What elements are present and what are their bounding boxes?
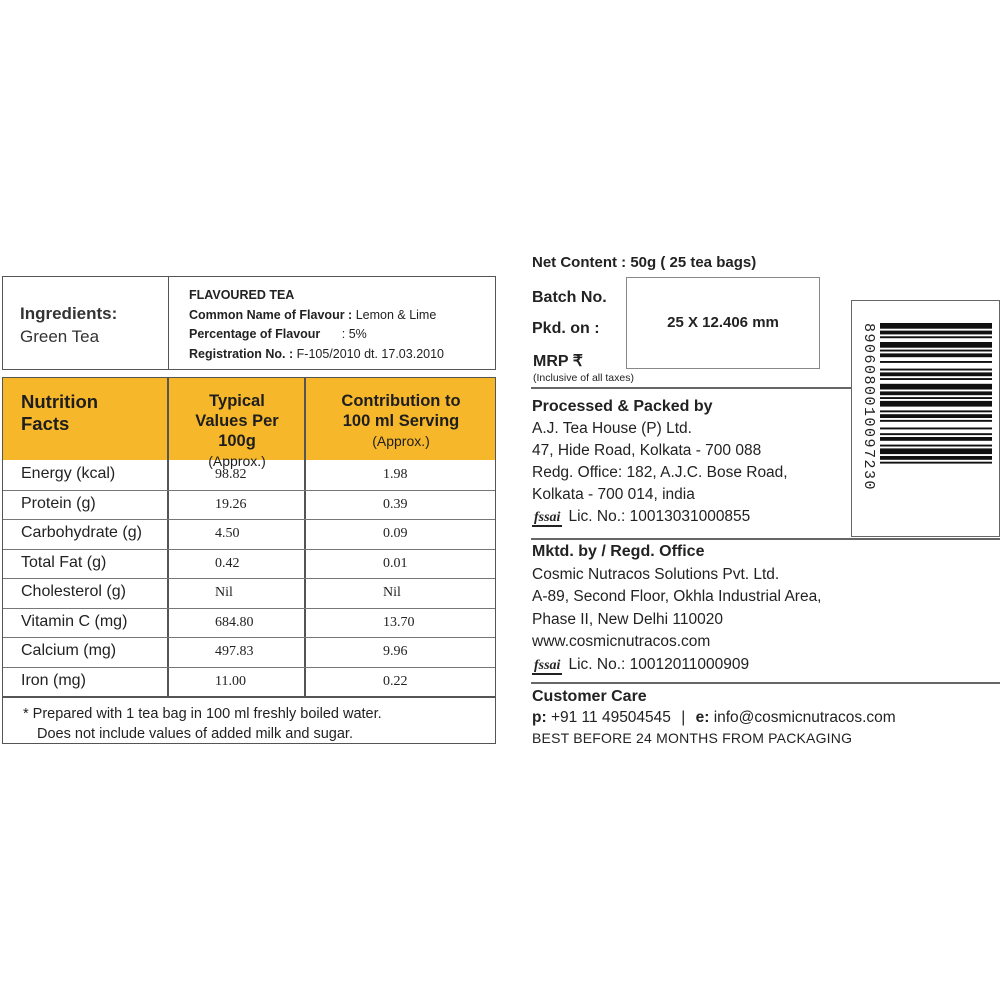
footnote	[23, 704, 382, 744]
processor-line: Kolkata - 700 014, india	[532, 486, 695, 503]
marketer-section	[532, 541, 822, 677]
nutrient-per-serving: 0.39	[383, 496, 408, 512]
mrp-label: MRP ₹	[533, 353, 583, 370]
footnote-line-1: * Prepared with 1 tea bag in 100 ml freshly boiled water.	[23, 706, 382, 722]
phone-label: p:	[532, 709, 547, 726]
row-divider	[3, 696, 495, 698]
nutrient-per-serving: 13.70	[383, 614, 415, 630]
nutrient-per-100g: 0.42	[215, 555, 240, 571]
processor-title: Processed & Packed by	[532, 398, 713, 415]
processor-line: Redg. Office: 182, A.J.C. Bose Road,	[532, 464, 788, 481]
nutrient-per-serving: 1.98	[383, 467, 408, 482]
marketer-title: Mktd. by / Regd. Office	[532, 543, 705, 560]
marketer-license-number: Lic. No.: 10012011000909	[568, 655, 750, 673]
nutrient-name: Cholesterol (g)	[21, 583, 126, 600]
flavour-pct: : 5%	[341, 327, 367, 341]
packed-on-label: Pkd. on :	[532, 320, 600, 337]
nutrient-name: Calcium (mg)	[21, 642, 117, 659]
nutrient-per-100g: 497.83	[215, 644, 254, 659]
nutrient-name: Energy (kcal)	[21, 465, 116, 482]
nutrient-name: Protein (g)	[21, 494, 96, 512]
flavour-pct-row	[189, 325, 444, 345]
ingredients-box	[2, 276, 496, 370]
nutrient-per-serving: 0.01	[383, 555, 408, 571]
header-typical-values	[169, 391, 305, 471]
flavour-pct-label: Percentage of Flavour	[189, 327, 321, 341]
nutrient-per-100g: 4.50	[215, 526, 240, 541]
processor-license	[532, 506, 788, 529]
processor-section	[532, 396, 788, 529]
table-row	[3, 637, 495, 666]
table-row	[3, 490, 495, 519]
tea-type: FLAVOURED TEA	[189, 288, 295, 302]
section-divider	[531, 538, 1000, 540]
ingredients-value: Green Tea	[20, 327, 100, 346]
flavour-name: Lemon & Lime	[355, 307, 437, 322]
nutrient-name: Carbohydrate (g)	[21, 524, 142, 541]
nutrient-per-100g: Nil	[215, 585, 233, 600]
nutrient-per-serving: 0.22	[383, 673, 408, 689]
flavour-name-row	[189, 306, 444, 326]
table-row	[3, 608, 495, 637]
processor-line: 47, Hide Road, Kolkata - 700 088	[532, 442, 762, 459]
footnote-line-2: Does not include values of added milk and sugar.	[37, 726, 353, 742]
ingredients-label: Ingredients:	[20, 304, 118, 323]
nutrient-name: Iron (mg)	[21, 671, 86, 689]
email-address: info@cosmicnutracos.com	[713, 709, 896, 726]
nutrient-per-100g: 11.00	[215, 673, 246, 689]
marketer-license	[532, 654, 822, 678]
nutrient-per-100g: 98.82	[215, 467, 247, 482]
registration-label: Registration No. :	[189, 346, 294, 361]
customer-care-title: Customer Care	[532, 688, 647, 705]
header-contribution	[306, 391, 496, 451]
ingredients-left-cell	[3, 277, 169, 369]
barcode-box	[851, 300, 1000, 537]
marketer-line: Cosmic Nutracos Solutions Pvt. Ltd.	[532, 565, 780, 583]
barcode-icon	[880, 323, 992, 511]
contact-divider: |	[681, 709, 686, 726]
table-row	[3, 460, 495, 489]
phone-number: +91 11 49504545	[550, 709, 671, 726]
barcode-number: 8906080010097230	[860, 323, 877, 492]
registration-row	[189, 345, 444, 365]
header-contribution-sub: (Approx.)	[372, 433, 430, 449]
marketer-line: Phase II, New Delhi 110020	[532, 610, 723, 628]
registration-number: F-105/2010 dt. 17.03.2010	[296, 346, 444, 361]
table-row	[3, 549, 495, 578]
print-area-box	[626, 277, 820, 369]
fssai-logo-icon: fssai	[534, 657, 561, 673]
header-contribution-title: Contribution to 100 ml Serving	[341, 392, 461, 430]
nutrition-table	[2, 377, 496, 744]
print-area-dimension: 25 X 12.406 mm	[667, 314, 779, 331]
table-row	[3, 519, 495, 548]
header-nutrition-facts: Nutrition Facts	[21, 391, 99, 434]
marketer-line: A-89, Second Floor, Okhla Industrial Area,	[532, 588, 822, 605]
nutrient-name: Total Fat (g)	[21, 553, 107, 571]
nutrient-per-100g: 684.80	[215, 614, 254, 630]
table-row	[3, 578, 495, 607]
customer-care-section	[532, 686, 896, 749]
flavour-name-label: Common Name of Flavour :	[189, 307, 353, 322]
nutrient-per-serving: 9.96	[383, 644, 408, 659]
nutrient-per-serving: Nil	[383, 585, 401, 600]
table-row	[3, 667, 495, 696]
net-content: Net Content : 50g ( 25 tea bags)	[532, 254, 757, 271]
marketer-website: www.cosmicnutracos.com	[532, 633, 711, 650]
header-typical-sub: (Approx.)	[208, 453, 266, 469]
email-label: e:	[695, 709, 710, 726]
header-typical-title: Typical Values Per 100g	[195, 392, 279, 450]
nutrient-per-serving: 0.09	[383, 526, 408, 541]
inclusive-taxes-note: (Inclusive of all taxes)	[533, 372, 634, 384]
best-before: BEST BEFORE 24 MONTHS FROM PACKAGING	[532, 730, 853, 746]
nutrient-name: Vitamin C (mg)	[21, 612, 128, 630]
contact-row	[532, 707, 896, 728]
nutrient-per-100g: 19.26	[215, 496, 247, 512]
flavour-details	[189, 286, 444, 364]
section-divider	[531, 682, 1000, 684]
fssai-logo-icon: fssai	[534, 510, 561, 525]
batch-label: Batch No.	[532, 289, 607, 306]
processor-line: A.J. Tea House (P) Ltd.	[532, 420, 692, 437]
processor-license-number: Lic. No.: 10013031000855	[568, 508, 751, 525]
